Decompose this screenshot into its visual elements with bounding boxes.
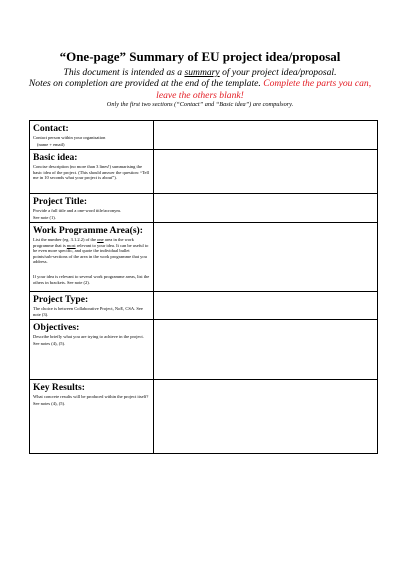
- wp-desc-one: one: [97, 237, 104, 242]
- project-type-label-cell: [30, 292, 154, 320]
- work-programme-label-cell: [30, 223, 154, 292]
- work-programme-input-cell[interactable]: [154, 223, 378, 292]
- project-title-label-cell: [30, 194, 154, 223]
- key-results-note: See notes (4), (5).: [33, 400, 66, 406]
- page-title: “One-page” Summary of EU project idea/proposal: [59, 49, 341, 64]
- intro-line1-start: This document is intended as a: [63, 67, 185, 78]
- contact-label-cell: [30, 121, 154, 150]
- objectives-heading: Objectives:: [33, 322, 80, 333]
- intro-line2: Notes on completion are provided at the end of the template.: [28, 78, 264, 90]
- key-results-input-cell[interactable]: [154, 380, 378, 454]
- objectives-note: See notes (4), (5).: [33, 340, 66, 346]
- basic-idea-heading: Basic idea:: [33, 152, 78, 163]
- objectives-label-cell: [30, 320, 154, 380]
- project-title-description: Provide a full title and a one-word title/acronym.: [33, 208, 121, 213]
- project-type-input-cell[interactable]: [154, 292, 378, 320]
- row-project-title: [30, 194, 378, 223]
- project-type-heading: Project Type:: [33, 294, 89, 305]
- compulsory-note: Only the first two sections (“Contact” and “Basic idea”) are compulsory.: [106, 101, 294, 108]
- wp-desc-a: List the number (eg. 3.1.2.2) of the: [33, 237, 98, 242]
- intro-line1-end: of your project idea/proposal.: [219, 67, 337, 78]
- project-title-note: See note (1).: [33, 214, 56, 220]
- summary-form-table: [29, 120, 378, 454]
- basic-idea-label-cell: [30, 150, 154, 194]
- wp-desc-c: relevant to your idea. It can be useful to be even more specific, and quote the individual bullet points/sub-sections of the area in the work programme that you address.: [33, 242, 149, 265]
- project-title-heading: Project Title:: [33, 196, 88, 207]
- objectives-input-cell[interactable]: [154, 320, 378, 380]
- work-programme-description: [33, 237, 150, 265]
- intro-complete-note: Complete the parts you can, leave the others blank!: [156, 78, 372, 101]
- intro-summary-word: summary: [184, 67, 220, 78]
- project-type-description: The choice is between Collaborative Project, NoE, CSA. See note (3).: [33, 306, 143, 317]
- row-basic-idea: [30, 150, 378, 194]
- contact-description-2: (name + email): [37, 141, 65, 147]
- row-project-type: [30, 292, 378, 320]
- key-results-heading: Key Results:: [33, 382, 85, 393]
- contact-description: Contact person within your organisation: [33, 135, 106, 140]
- work-programme-description-2: If your idea is relevant to several work programme areas, list the others in brackets. See note (2).: [33, 273, 150, 285]
- wp-desc-most: most: [66, 242, 76, 248]
- contact-input-cell[interactable]: [154, 121, 378, 150]
- contact-heading: Contact:: [33, 123, 69, 134]
- key-results-label-cell: [30, 380, 154, 454]
- basic-idea-input-cell[interactable]: [154, 150, 378, 194]
- objectives-description: Describe briefly what you are trying to achieve in the project.: [33, 334, 144, 339]
- key-results-description: What concrete results will be produced within the project itself?: [33, 394, 149, 399]
- row-contact: [30, 121, 378, 150]
- work-programme-heading: Work Programme Area(s):: [33, 225, 143, 236]
- project-title-input-cell[interactable]: [154, 194, 378, 223]
- basic-idea-description: Concise description (no more than 3 lines!) summarising the basic idea of the project. (This should answer the question: “Tell me in 10 seconds what your project is about”).: [33, 164, 150, 181]
- row-key-results: [30, 380, 378, 454]
- row-objectives: [30, 320, 378, 380]
- intro-text: [20, 67, 380, 101]
- wp-desc-b: area in the work programme that is: [33, 237, 134, 248]
- row-work-programme: [30, 223, 378, 292]
